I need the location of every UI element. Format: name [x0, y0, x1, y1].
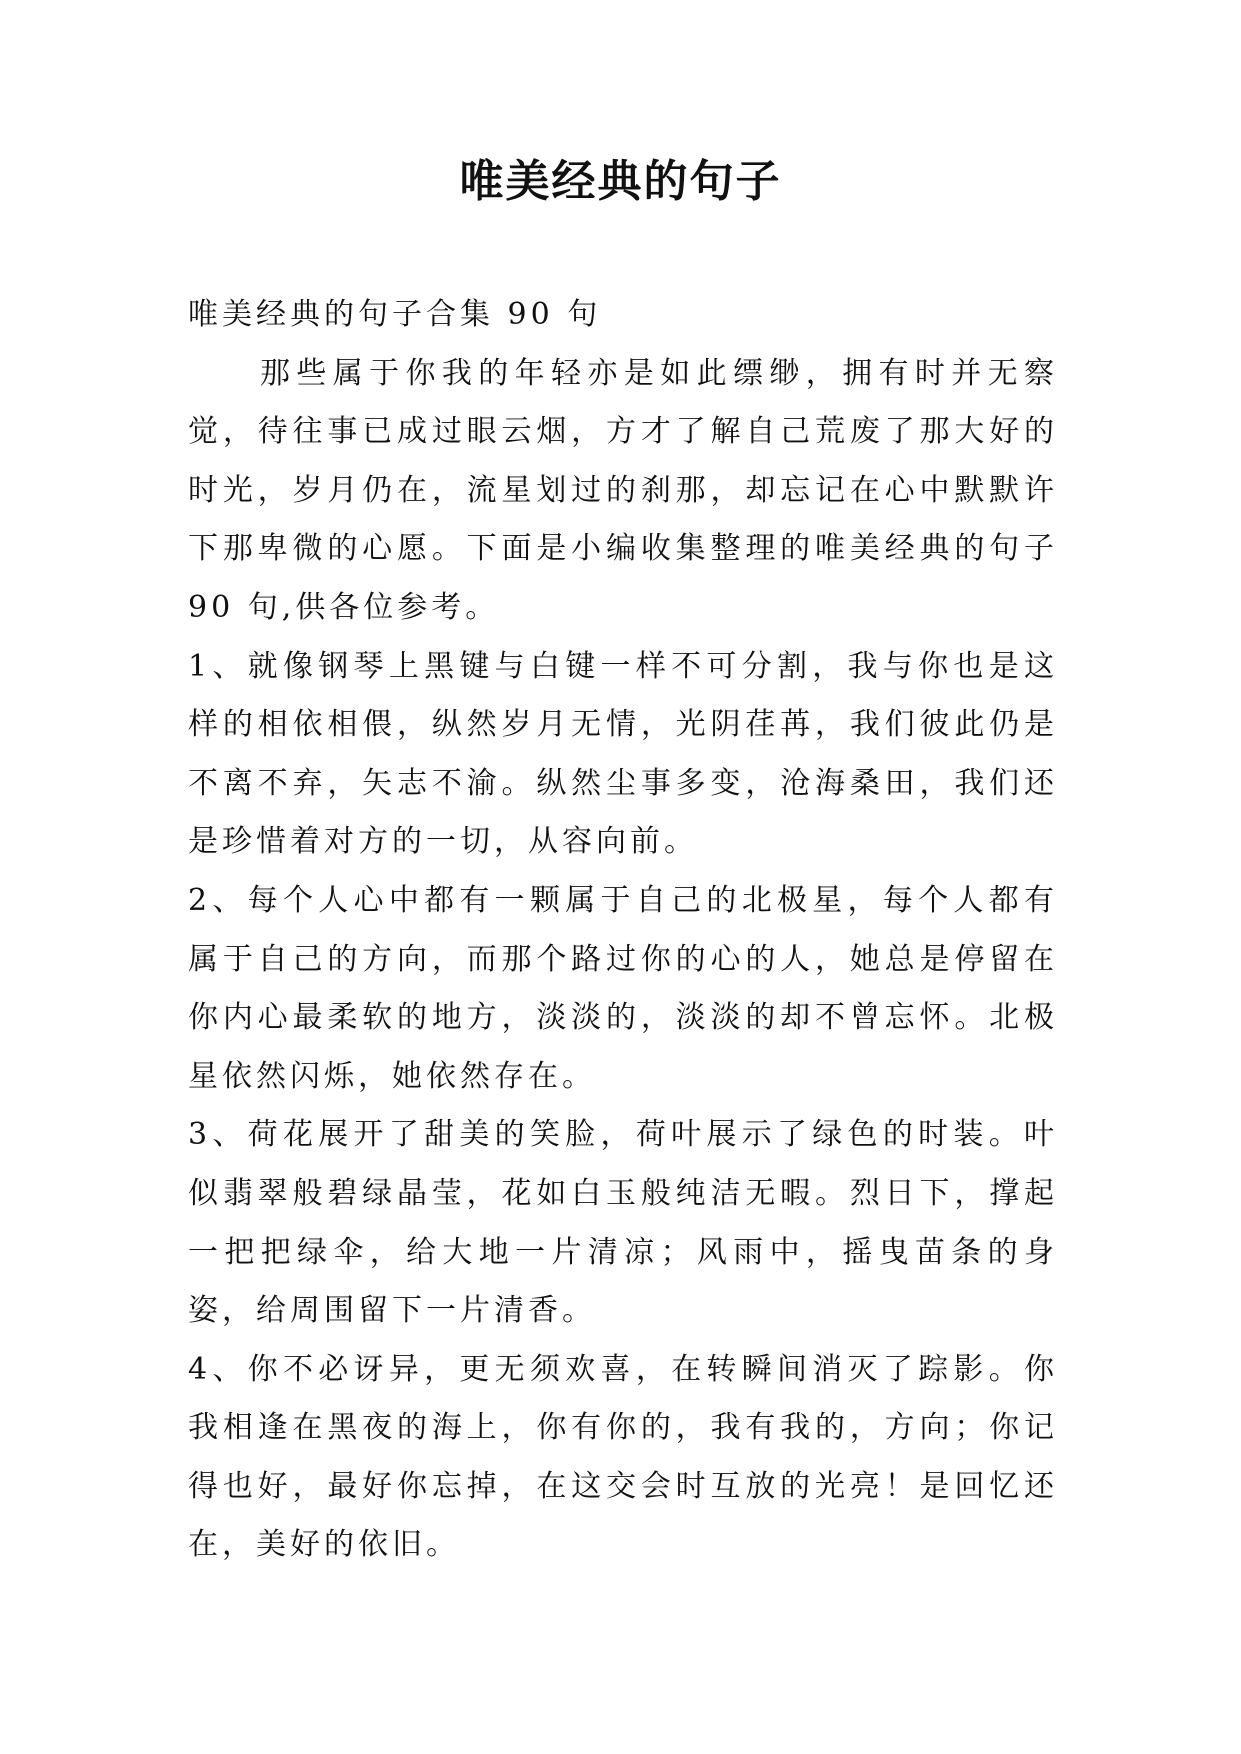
sentence-item-4: 4、你不必讶异，更无须欢喜，在转瞬间消灭了踪影。你我相逢在黑夜的海上，你有你的，我有我的，方向；你记得也好，最好你忘掉，在这交会时互放的光亮！是回忆还在，美好的依旧。 — [188, 1351, 1058, 1563]
intro-paragraph: 那些属于你我的年轻亦是如此缥缈，拥有时并无察觉，待往事已成过眼云烟，方才了解自己荒废了那大好的时光，岁月仍在，流星划过的刹那，却忘记在心中默默许下那卑微的心愿。下面是小编收集整理的唯美经典的句子 90 句,供各位参考。 — [188, 355, 1058, 625]
document-subtitle: 唯美经典的句子合集 90 句 — [188, 297, 602, 332]
document-title: 唯美经典的句子 — [459, 156, 782, 207]
sentence-item-2: 2、每个人心中都有一颗属于自己的北极星，每个人都有属于自己的方向，而那个路过你的心的人，她总是停留在你内心最柔软的地方，淡淡的，淡淡的却不曾忘怀。北极星依然闪烁，她依然存在。 — [188, 882, 1058, 1094]
document-body — [188, 286, 1058, 1575]
sentence-item-1: 1、就像钢琴上黑键与白键一样不可分割，我与你也是这样的相依相偎，纵然岁月无情，光阴荏苒，我们彼此仍是不离不弃，矢志不渝。纵然尘事多变，沧海桑田，我们还是珍惜着对方的一切，从容向前。 — [188, 648, 1058, 860]
sentence-item-3: 3、荷花展开了甜美的笑脸，荷叶展示了绿色的时装。叶似翡翠般碧绿晶莹，花如白玉般纯洁无暇。烈日下，撑起一把把绿伞，给大地一片清凉；风雨中，摇曳苗条的身姿，给周围留下一片清香。 — [188, 1117, 1058, 1329]
